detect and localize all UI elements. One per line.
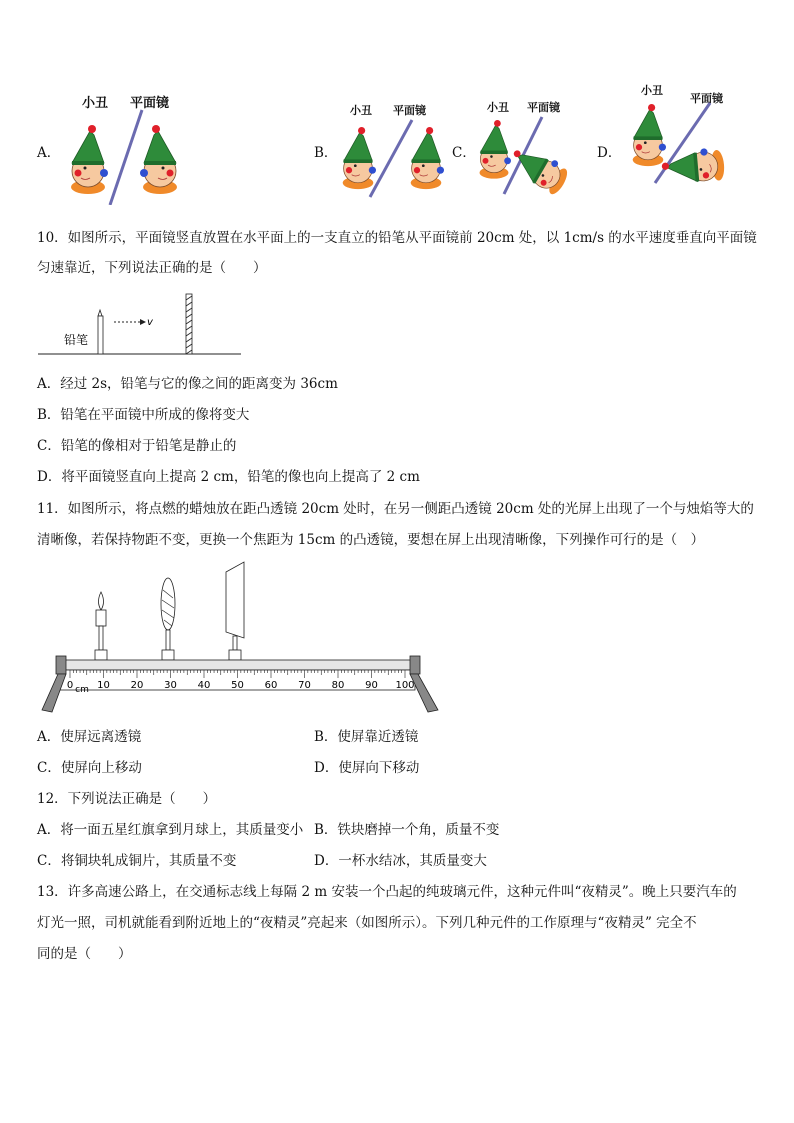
q9-d-clown-label: 小丑 — [641, 84, 663, 97]
velocity-label: v — [147, 317, 153, 328]
clown-icon — [633, 104, 666, 166]
q12-stem: 12．下列说法正确是（ ） — [37, 791, 217, 807]
scale-tick-label: 100 — [395, 680, 415, 691]
q11-stem-line1: 11．如图所示，将点燃的蜡烛放在距凸透镜 20cm 处时，在另一侧距凸透镜 20cm 处的光屏上出现了一个与烛焰等大的 — [37, 501, 754, 517]
q10-option-c[interactable]: C．铅笔的像相对于铅笔是静止的 — [37, 438, 237, 454]
right-end-post — [410, 656, 420, 674]
screen-holder — [233, 636, 237, 650]
clown-icon — [343, 127, 376, 189]
q10-figure — [36, 292, 246, 362]
scale-tick-label: 50 — [231, 680, 244, 691]
candle-icon — [96, 610, 106, 626]
q11-optical-bench-figure — [40, 560, 445, 720]
q12-option-b[interactable]: B．铁块磨掉一个角，质量不变 — [314, 822, 500, 838]
scale-unit-label: cm — [75, 685, 89, 695]
scale-tick-label: 60 — [264, 680, 278, 691]
scale-tick-label: 10 — [97, 680, 110, 691]
lens-holder — [166, 630, 170, 650]
q12-option-a[interactable]: A．将一面五星红旗拿到月球上，其质量变小 — [37, 822, 304, 838]
q10-option-b[interactable]: B．铅笔在平面镜中所成的像将变大 — [37, 407, 250, 423]
q9-c-mirror-label: 平面镜 — [527, 101, 560, 114]
q9-c-figure — [470, 112, 580, 202]
left-end-post — [56, 656, 66, 674]
q12-option-d[interactable]: D．一杯水结冰，其质量变大 — [314, 853, 487, 869]
q10-stem-line1: 10．如图所示，平面镜竖直放置在水平面上的一支直立的铅笔从平面镜前 20cm 处，以 1cm/s 的水平速度垂直向平面镜 — [37, 230, 757, 246]
optical-rail — [60, 660, 415, 670]
mirror-line — [110, 110, 142, 205]
arrow-head-icon — [140, 319, 146, 325]
pencil-icon — [98, 316, 103, 354]
q12-option-c[interactable]: C．将铜块轧成铜片，其质量不变 — [37, 853, 237, 869]
right-leg — [410, 674, 438, 712]
q9-b-figure — [330, 115, 450, 200]
clown-image-icon — [140, 125, 177, 194]
q9-d-mirror-label: 平面镜 — [690, 92, 723, 105]
q13-stem-line2: 灯光一照，司机就能看到附近地上的“夜精灵”亮起来（如图所示）。下列几种元件的工作原理与“夜精灵” 完全不 — [37, 915, 697, 931]
mirror-line — [370, 120, 412, 197]
scale-tick-label: 30 — [164, 680, 177, 691]
q11-stem-line2: 清晰像，若保持物距不变，更换一个焦距为 15cm 的凸透镜，要想在屏上出现清晰像，下列操作可行的是（ ） — [37, 532, 705, 548]
q10-stem-line2: 匀速靠近，下列说法正确的是（ ） — [37, 260, 267, 276]
light-screen-icon — [226, 562, 244, 638]
pencil-tip-icon — [98, 310, 102, 316]
q11-option-c[interactable]: C．使屏向上移动 — [37, 760, 142, 776]
q9-option-d-letter[interactable]: D． — [597, 145, 622, 161]
q9-option-a-letter[interactable]: A． — [37, 145, 61, 161]
q9-d-figure — [620, 95, 750, 195]
clown-image-icon — [411, 127, 444, 189]
scale-tick-label: 90 — [365, 680, 378, 691]
q13-stem-line1: 13．许多高速公路上，在交通标志线上每隔 2 m 安装一个凸起的纯玻璃元件，这种元件叫“夜精灵”。晚上只要汽车的 — [37, 884, 737, 900]
q11-option-d[interactable]: D．使屏向下移动 — [314, 760, 420, 776]
pencil-label: 铅笔 — [64, 333, 89, 347]
q9-a-mirror-label: 平面镜 — [130, 96, 170, 111]
candle-flame-icon — [99, 592, 104, 610]
q9-c-clown-label: 小丑 — [487, 101, 509, 114]
q9-b-clown-label: 小丑 — [350, 104, 372, 117]
q11-option-a[interactable]: A．使屏远离透镜 — [37, 729, 142, 745]
q13-stem-line3: 同的是（ ） — [37, 946, 132, 962]
q9-b-mirror-label: 平面镜 — [393, 104, 426, 117]
candle-holder — [99, 626, 103, 650]
clown-image-icon — [661, 147, 726, 186]
q9-a-figure — [60, 105, 190, 205]
q10-option-d[interactable]: D．将平面镜竖直向上提高 2 cm，铅笔的像也向上提高了 2 cm — [37, 469, 420, 485]
scale-tick-label: 20 — [130, 680, 144, 691]
clown-icon — [71, 125, 108, 194]
scale-tick-label: 40 — [197, 680, 211, 691]
q10-option-a[interactable]: A．经过 2s，铅笔与它的像之间的距离变为 36cm — [37, 376, 338, 392]
q9-option-c-letter[interactable]: C． — [452, 145, 476, 161]
scale-tick-label: 70 — [298, 680, 311, 691]
left-leg — [42, 674, 66, 712]
q9-option-b-letter[interactable]: B． — [314, 145, 338, 161]
scale-tick-label: 80 — [331, 680, 345, 691]
clown-icon — [480, 120, 511, 179]
q11-option-b[interactable]: B．使屏靠近透镜 — [314, 729, 419, 745]
scale-tick-label: 0 — [66, 680, 74, 691]
q9-a-clown-label: 小丑 — [82, 96, 109, 111]
